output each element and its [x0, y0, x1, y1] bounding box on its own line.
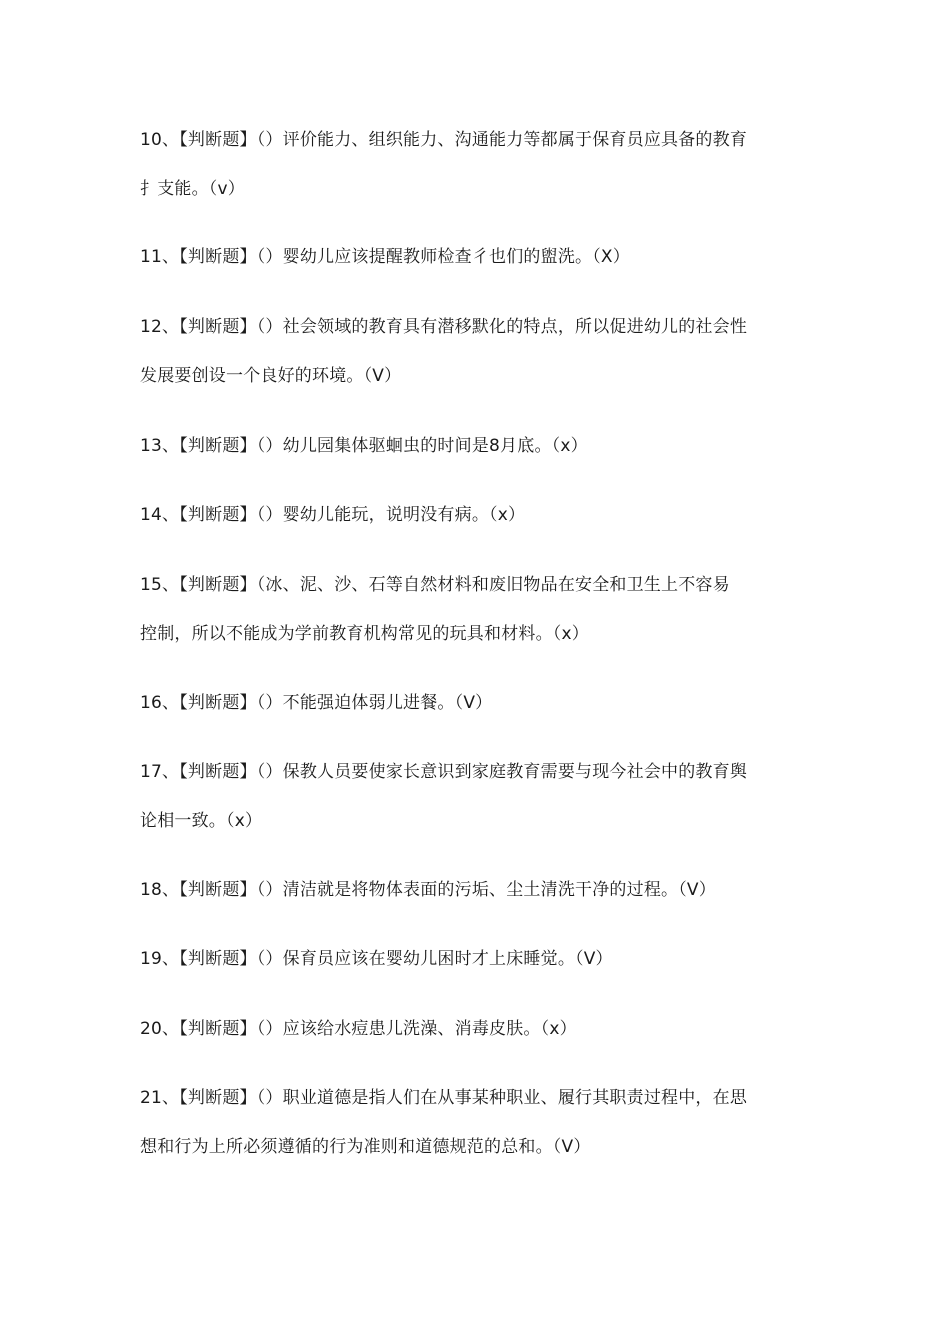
question-15: [140, 561, 800, 659]
question-21: [140, 1074, 800, 1172]
question-11: [140, 233, 800, 282]
question-line: 13、【判断题】（）幼儿园集体驱蛔虫的时间是8月底。（x）: [140, 436, 588, 456]
question-line: 19、【判断题】（）保育员应该在婴幼儿困时才上床睡觉。（V）: [140, 949, 613, 969]
question-line: 14、【判断题】（）婴幼儿能玩，说明没有病。（x）: [140, 505, 526, 525]
question-line: 想和行为上所必须遵循的行为准则和道德规范的总和。（V）: [140, 1137, 591, 1157]
question-10: [140, 116, 800, 214]
question-17: [140, 748, 800, 846]
question-line: 10、【判断题】（）评价能力、组织能力、沟通能力等都属于保育员应具备的教育: [140, 130, 748, 150]
question-18: [140, 866, 800, 915]
question-line: 控制，所以不能成为学前教育机构常见的玩具和材料。（x）: [140, 624, 589, 644]
question-line: 12、【判断题】（）社会领域的教育具有潜移默化的特点，所以促进幼儿的社会性: [140, 317, 748, 337]
question-line: 15、【判断题】（冰、泥、沙、石等自然材料和废旧物品在安全和卫生上不容易: [140, 575, 730, 595]
question-line: 论相一致。（x）: [140, 811, 263, 831]
question-12: [140, 303, 800, 401]
question-line: 16、【判断题】（）不能强迫体弱儿进餐。（V）: [140, 693, 493, 713]
question-line: 21、【判断题】（）职业道德是指人们在从事某种职业、履行其职责过程中，在思: [140, 1088, 748, 1108]
question-13: [140, 422, 800, 471]
question-20: [140, 1005, 800, 1054]
question-19: [140, 935, 800, 984]
question-16: [140, 679, 800, 728]
question-line: 17、【判断题】（）保教人员要使家长意识到家庭教育需要与现今社会中的教育舆: [140, 762, 748, 782]
question-14: [140, 491, 800, 540]
question-line: 18、【判断题】（）清洁就是将物体表面的污垢、尘土清洗干净的过程。（V）: [140, 880, 716, 900]
question-line: 扌支能。（v）: [140, 179, 245, 199]
question-line: 发展要创设一个良好的环境。（V）: [140, 366, 402, 386]
question-line: 20、【判断题】（）应该给水痘患儿洗澡、消毒皮肤。（x）: [140, 1019, 577, 1039]
question-line: 11、【判断题】（）婴幼儿应该提醒教师检查彳也们的盥洗。（X）: [140, 247, 630, 267]
